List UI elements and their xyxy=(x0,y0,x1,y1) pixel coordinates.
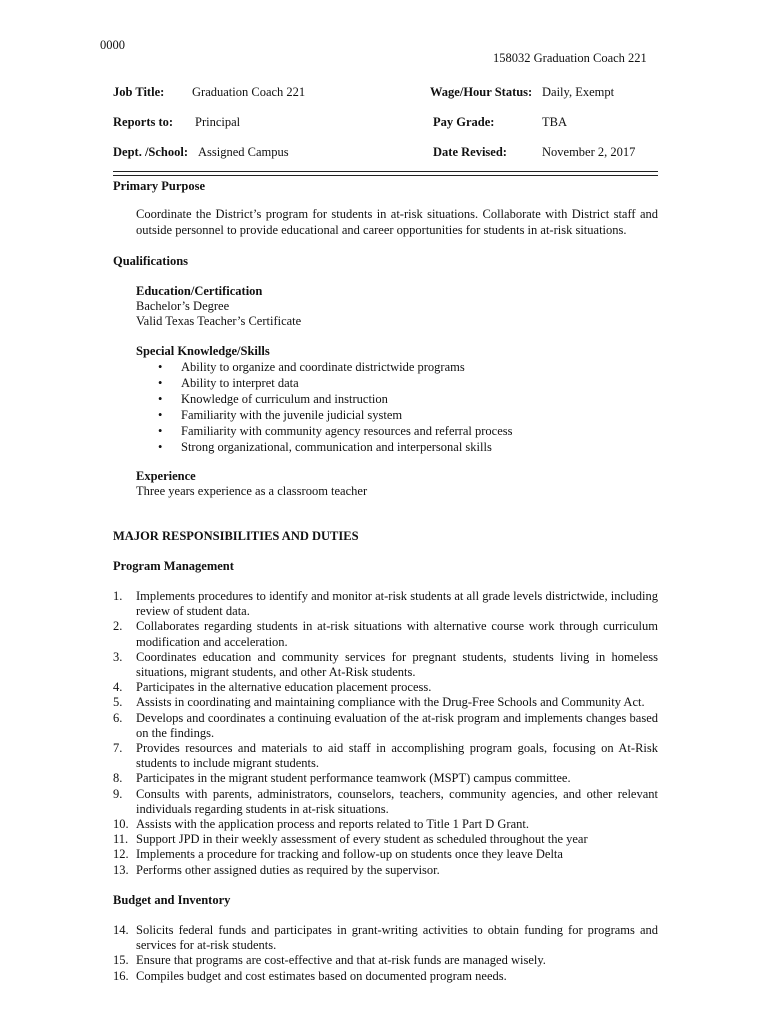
duty-item xyxy=(113,711,658,741)
pay-grade-label: Pay Grade: xyxy=(433,115,495,129)
duty-item xyxy=(113,832,658,847)
reports-to-value: Principal xyxy=(195,115,241,129)
duty-text: Consults with parents, administrators, counselors, teachers, community agencies, and other relevant individuals regarding students in at-risk situations. xyxy=(136,786,658,816)
duty-number: 9. xyxy=(113,786,123,801)
skill-item: • Ability to interpret data xyxy=(136,375,512,391)
duty-number: 14. xyxy=(113,923,129,937)
document-number: 0000 xyxy=(100,38,125,52)
dept-school-value: Assigned Campus xyxy=(198,145,289,159)
duty-item xyxy=(113,953,658,968)
budget-duties-list xyxy=(113,923,658,984)
duty-text: Performs other assigned duties as required by the supervisor. xyxy=(136,862,440,877)
duty-text: Participates in the alternative education placement process. xyxy=(136,680,432,695)
duty-text: Assists with the application process and reports related to Title 1 Part D Grant. xyxy=(136,817,529,832)
education-item: Valid Texas Teacher’s Certificate xyxy=(136,314,302,328)
date-revised-value: November 2, 2017 xyxy=(542,145,636,159)
duty-number: 7. xyxy=(113,741,123,756)
duty-number: 15. xyxy=(113,953,129,968)
program-duties-list xyxy=(113,589,658,878)
skill-item: • Familiarity with community agency resources and referral process xyxy=(136,423,512,439)
duty-text: Implements a procedure for tracking and follow-up on students once they leave Delta xyxy=(136,847,563,862)
skill-item: • Knowledge of curriculum and instruction xyxy=(136,391,512,407)
duty-number: 16. xyxy=(113,968,129,983)
duty-text: Implements procedures to identify and monitor at-risk students at all grade levels districtwide, including review of student data. xyxy=(136,589,658,619)
duty-text: Provides resources and materials to aid staff in accomplishing program goals, focusing on At-Risk students to include migrant students. xyxy=(136,741,658,771)
duty-number: 6. xyxy=(113,710,123,725)
duty-number: 11. xyxy=(113,832,129,847)
experience-heading: Experience xyxy=(136,469,196,483)
duty-text: Assists in coordinating and maintaining compliance with the Drug-Free Schools and Community Act. xyxy=(136,695,645,710)
duty-item xyxy=(113,680,658,695)
skill-item: • Strong organizational, communication and interpersonal skills xyxy=(136,439,512,455)
reports-to-label: Reports to: xyxy=(113,115,174,129)
education-heading: Education/Certification xyxy=(136,284,263,298)
duty-text: Support JPD in their weekly assessment of every student as scheduled throughout the year xyxy=(136,832,588,847)
qualifications-heading: Qualifications xyxy=(113,254,189,268)
duty-number: 1. xyxy=(113,589,123,603)
wage-status-label: Wage/Hour Status: xyxy=(430,85,533,99)
duty-text: Develops and coordinates a continuing evaluation of the at-risk program and implements changes based on the findings. xyxy=(136,710,658,740)
duty-item xyxy=(113,847,658,862)
wage-status-value: Daily, Exempt xyxy=(542,85,615,99)
program-management-heading: Program Management xyxy=(113,559,234,573)
budget-inventory-heading: Budget and Inventory xyxy=(113,893,231,907)
duty-item xyxy=(113,817,658,832)
duty-number: 5. xyxy=(113,695,123,710)
duty-number: 13. xyxy=(113,862,129,877)
job-title-label: Job Title: xyxy=(113,85,165,99)
duty-item xyxy=(113,923,658,953)
pay-grade-value: TBA xyxy=(542,115,567,129)
duty-text: Participates in the migrant student performance teamwork (MSPT) campus committee. xyxy=(136,771,571,786)
skill-item: • Familiarity with the juvenile judicial system xyxy=(136,407,512,423)
duty-number: 4. xyxy=(113,680,123,695)
header-right-title: 158032 Graduation Coach 221 xyxy=(493,51,647,65)
duty-item xyxy=(113,695,658,710)
duties-heading: MAJOR RESPONSIBILITIES AND DUTIES xyxy=(113,529,359,543)
header-rule-thin xyxy=(113,175,658,176)
education-item: Bachelor’s Degree xyxy=(136,299,230,313)
duty-item xyxy=(113,650,658,680)
skill-item: • Ability to organize and coordinate districtwide programs xyxy=(136,359,512,375)
duty-item xyxy=(113,589,658,619)
duty-item xyxy=(113,741,658,771)
duty-text: Solicits federal funds and participates in grant-writing activities to obtain funding for programs and services for at-risk students. xyxy=(136,923,658,953)
primary-purpose-text: Coordinate the District’s program for students in at-risk situations. Collaborate with District staff and outside personnel to provide educational and career opportunities for students in at-risk situations. xyxy=(136,207,658,237)
duty-number: 2. xyxy=(113,619,123,634)
dept-school-label: Dept. /School: xyxy=(113,145,188,159)
duty-item xyxy=(113,619,658,649)
header-rule xyxy=(113,171,658,172)
skills-list xyxy=(136,359,512,455)
job-title-value: Graduation Coach 221 xyxy=(192,85,306,99)
duty-number: 8. xyxy=(113,771,123,786)
duty-item xyxy=(113,787,658,817)
duty-number: 10. xyxy=(113,817,129,832)
skills-heading: Special Knowledge/Skills xyxy=(136,344,270,358)
education-list xyxy=(136,299,301,329)
duty-text: Ensure that programs are cost-effective and that at-risk funds are managed wisely. xyxy=(136,953,546,968)
duty-text: Coordinates education and community services for pregnant students, students living in homeless situations, migrant students, and other At-Risk students. xyxy=(136,649,658,680)
duty-number: 12. xyxy=(113,847,129,862)
duty-item xyxy=(113,863,658,878)
duty-item xyxy=(113,969,658,984)
duty-text: Collaborates regarding students in at-risk situations with alternative course work through curriculum modification and acceleration. xyxy=(136,619,658,649)
duty-item xyxy=(113,771,658,786)
primary-purpose-heading: Primary Purpose xyxy=(113,179,205,193)
date-revised-label: Date Revised: xyxy=(433,145,507,159)
experience-text: Three years experience as a classroom teacher xyxy=(136,484,368,498)
duty-text: Compiles budget and cost estimates based on documented program needs. xyxy=(136,968,507,983)
duty-number: 3. xyxy=(113,649,123,664)
